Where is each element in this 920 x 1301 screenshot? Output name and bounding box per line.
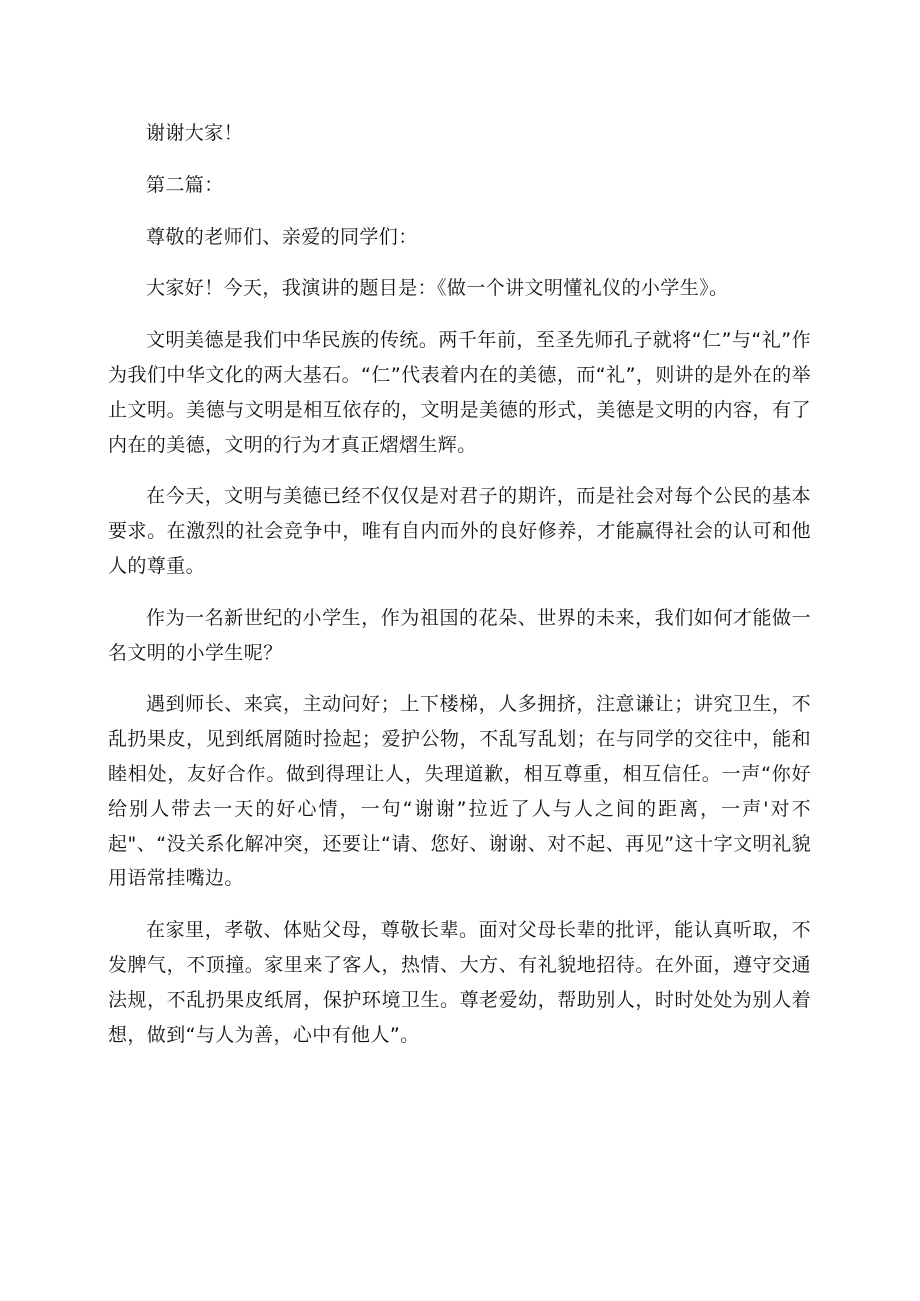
paragraph: 在今天，文明与美德已经不仅仅是对君子的期许，而是社会对每个公民的基本要求。在激烈的社会竞争中，唯有自内而外的良好修养，才能赢得社会的认可和他人的尊重。 [108,485,811,577]
paragraph: 作为一名新世纪的小学生，作为祖国的花朵、世界的未来，我们如何才能做一名文明的小学生呢？ [108,606,811,664]
paragraph: 在家里，孝敬、体贴父母，尊敬长辈。面对父母长辈的批评，能认真听取，不发脾气，不顶撞。家里来了客人，热情、大方、有礼貌地招待。在外面，遵守交通法规，不乱扔果皮纸屑，保护环境卫生。尊老爱幼，帮助别人，时时处处为别人着想，做到“与人为善，心中有他人”。 [108,919,811,1046]
document-body [108,116,811,1052]
paragraph: 遇到师长、来宾，主动问好；上下楼梯，人多拥挤，注意谦让；讲究卫生，不乱扔果皮，见到纸屑随时捡起；爱护公物，不乱写乱划；在与同学的交往中，能和睦相处，友好合作。做到得理让人，失理道歉，相互尊重，相互信任。一声“你好给别人带去一天的好心情，一句“谢谢”拉近了人与人之间的距离，一声'对不起"、“没关系化解冲突，还要让“请、您好、谢谢、对不起、再见”这十字文明礼貌用语常挂嘴边。 [108,693,811,890]
salutation: 尊敬的老师们、亲爱的同学们： [146,225,418,248]
closing-thanks: 谢谢大家！ [146,122,244,144]
paragraph: 文明美德是我们中华民族的传统。两千年前，至圣先师孔子就将“仁”与“礼”作为我们中华文化的两大基石。“仁”代表着内在的美德，而“礼”，则讲的是外在的举止文明。美德与文明是相互依存的，文明是美德的形式，美德是文明的内容，有了内在的美德，文明的行为才真正熠熠生辉。 [108,329,811,456]
speech-title-paragraph: 大家好！今天，我演讲的题目是：《做一个讲文明懂礼仪的小学生》。 [146,277,729,300]
section-heading: 第二篇： [146,173,224,196]
